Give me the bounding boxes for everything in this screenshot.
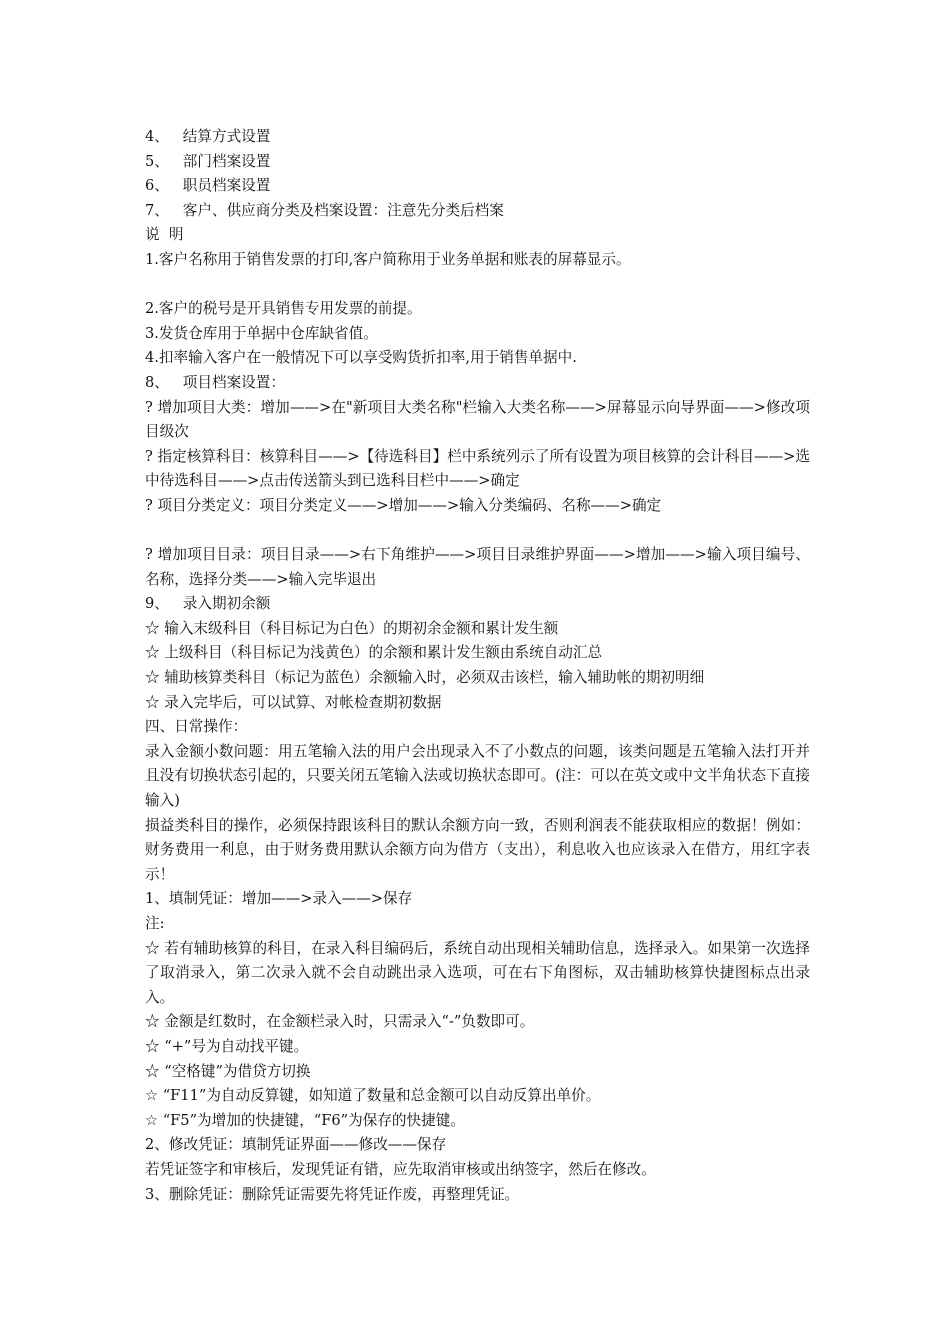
- project-category-definition: ? 项目分类定义：项目分类定义——>增加——>输入分类编码、名称——>确定: [145, 496, 662, 514]
- document-body: [145, 125, 810, 1207]
- profit-loss-accounts: 损益类科目的操作，必须保持跟该科目的默认余额方向一致，否则利润表不能获取相应的数据！例如：财务费用一利息，由于财务费用默认余额方向为借方（支出），利息收入也应该录入在借方，用红字表示！: [145, 816, 810, 883]
- voucher-tip-plus-key: ☆ “+”号为自动找平键。: [145, 1037, 309, 1055]
- note-2: 2.客户的税号是开具销售专用发票的前提。: [145, 300, 422, 318]
- note-3: 3.发货仓库用于单据中仓库缺省值。: [145, 324, 378, 342]
- note-1: 1.客户名称用于销售发票的打印,客户简称用于业务单据和账表的屏幕显示。: [145, 250, 631, 268]
- item-5-department-records: 5、 部门档案设置: [145, 152, 271, 170]
- project-add-category: ? 增加项目大类：增加——>在"新项目大类名称"栏输入大类名称——>屏幕显示向导界面——>修改项目级次: [145, 398, 810, 441]
- item-8-project-records: 8、 项目档案设置：: [145, 373, 285, 391]
- balance-tip-4: ☆ 录入完毕后，可以试算、对帐检查期初数据: [145, 693, 442, 711]
- note-label: 注:: [145, 915, 165, 932]
- blank-line: [145, 273, 810, 298]
- voucher-tip-auxiliary: ☆ 若有辅助核算的科目，在录入科目编码后，系统自动出现相关辅助信息，选择录入。如果第一次选择了取消录入，第二次录入就不会自动跳出录入选项，可在右下角图标，双击辅助核算快捷图标点出录入。: [145, 939, 810, 1006]
- note-4: 4.扣率输入客户在一般情况下可以享受购货折扣率,用于销售单据中.: [145, 349, 577, 367]
- balance-tip-3: ☆ 辅助核算类科目（标记为蓝色）余额输入时，必须双击该栏，输入辅助帐的期初明细: [145, 669, 705, 687]
- modify-voucher-note: 若凭证签字和审核后，发现凭证有错，应先取消审核或出纳签字，然后在修改。: [145, 1160, 656, 1178]
- decimal-input-issue: 录入金额小数问题：用五笔输入法的用户会出现录入不了小数点的问题，该类问题是五笔输入法打开并且没有切换状态引起的，只要关闭五笔输入法或切换状态即可。(注：可以在英文或中文半角状态下直接输入): [145, 742, 810, 810]
- step-3-delete-voucher: 3、删除凭证：删除凭证需要先将凭证作废，再整理凭证。: [145, 1185, 520, 1203]
- item-7-customer-supplier: 7、 客户、供应商分类及档案设置：注意先分类后档案: [145, 201, 504, 219]
- item-9-opening-balances: 9、 录入期初余额: [145, 595, 271, 613]
- balance-tip-2: ☆ 上级科目（科目标记为浅黄色）的余额和累计发生额由系统自动汇总: [145, 644, 603, 662]
- step-2-modify-voucher: 2、修改凭证：填制凭证界面——修改——保存: [145, 1136, 447, 1154]
- item-6-staff-records: 6、 职员档案设置: [145, 177, 271, 195]
- blank-line: [145, 519, 810, 544]
- item-4-settlement-methods: 4、 结算方式设置: [145, 128, 271, 145]
- voucher-tip-space-key: ☆ “空格键”为借贷方切换: [145, 1062, 311, 1080]
- voucher-tip-f5-f6: ☆ “F5”为增加的快捷键，“F6”为保存的快捷键。: [145, 1111, 465, 1129]
- voucher-tip-negative: ☆ 金额是红数时，在金额栏录入时，只需录入“-”负数即可。: [145, 1013, 535, 1031]
- project-assign-accounts: ? 指定核算科目：核算科目——>【待选科目】栏中系统列示了所有设置为项目核算的会计科目——>选中待选科目——>点击传送箭头到已选科目栏中——>确定: [145, 447, 810, 490]
- balance-tip-1: ☆ 输入末级科目（科目标记为白色）的期初余金额和累计发生额: [145, 619, 559, 637]
- step-1-fill-voucher: 1、填制凭证：增加——>录入——>保存: [145, 890, 413, 908]
- project-add-directory: ? 增加项目目录：项目目录——>右下角维护——>项目目录维护界面——>增加——>输入项目编号、名称，选择分类——>输入完毕退出: [145, 546, 810, 588]
- notes-heading: 说 明: [145, 226, 184, 244]
- voucher-tip-f11: ☆ “F11”为自动反算键，如知道了数量和总金额可以自动反算出单价。: [145, 1087, 601, 1105]
- section-4-daily-operations: 四、日常操作：: [145, 718, 248, 736]
